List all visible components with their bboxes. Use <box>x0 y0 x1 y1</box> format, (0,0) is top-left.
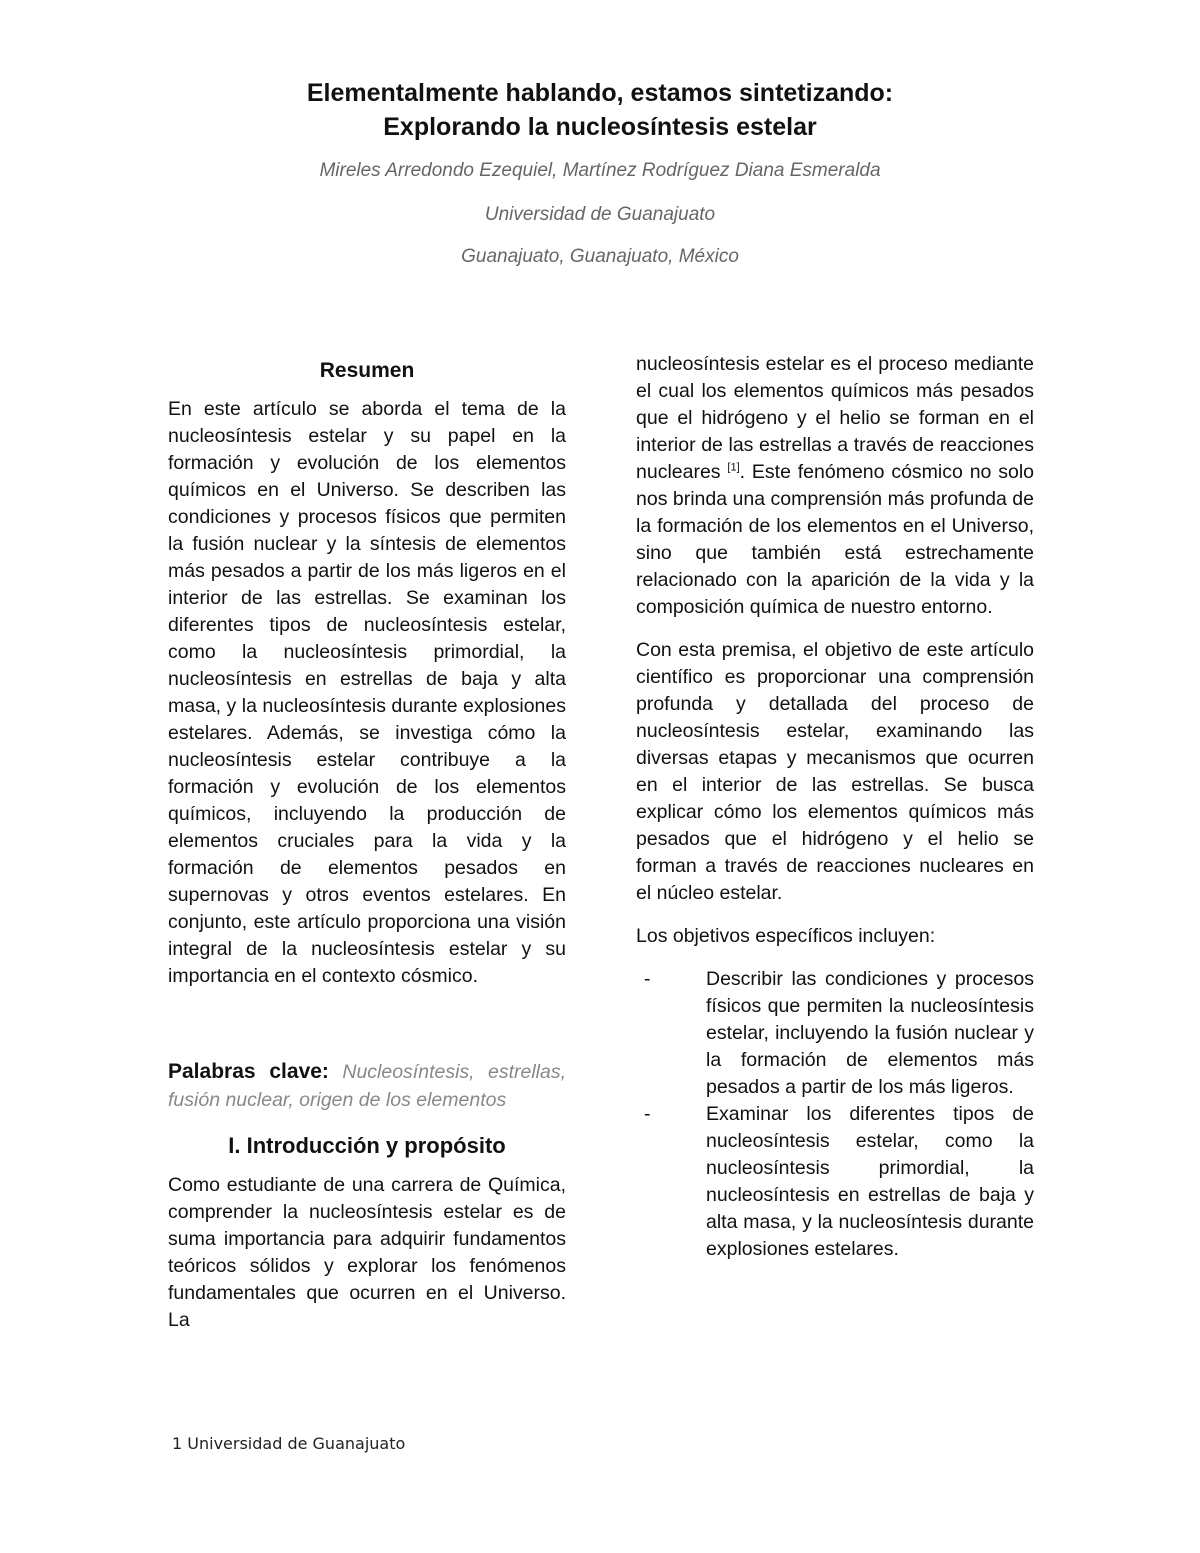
intro-paragraph-left: Como estudiante de una carrera de Química, comprender la nucleosíntesis estelar es de suma importancia para adquirir fundamentos teóricos sólidos y explorar los fenómenos fundamentales que ocurren en el Universo. La <box>168 1174 566 1331</box>
right-column <box>636 351 1034 1263</box>
objectives-intro: Los objetivos específicos incluyen: <box>636 925 936 947</box>
bullet-dash: - <box>644 1103 651 1125</box>
paper-title <box>0 76 1200 144</box>
title-line-1: Elementalmente hablando, estamos sintetizando: <box>306 79 894 107</box>
objective-text: Examinar los diferentes tipos de nucleosíntesis estelar, como la nucleosíntesis primordial, la nucleosíntesis en estrellas de baja y alta masa, y la nucleosíntesis durante explosiones estelares. <box>706 1103 1034 1260</box>
reference-1[interactable]: [1] <box>727 461 740 474</box>
list-item <box>636 1101 1034 1263</box>
objective-paragraph: Con esta premisa, el objetivo de este artículo científico es proporcionar una comprensión profunda y detallada del proceso de nucleosíntesis estelar, examinando las diversas etapas y mecanismos que ocurren en el interior de las estrellas. Se busca explicar cómo los elementos químicos más pesados que el hidrógeno y el helio se forman a través de reacciones nucleares en el núcleo estelar. <box>636 639 1034 904</box>
intro-paragraph-right <box>636 351 1034 621</box>
abstract-text: En este artículo se aborda el tema de la nucleosíntesis estelar y su papel en la formación y evolución de los elementos químicos en el Universo. Se describen las condiciones y procesos físicos que permiten la fusión nuclear y la síntesis de elementos más pesados a partir de los más ligeros en el interior de las estrellas. Se examinan los diferentes tipos de nucleosíntesis estelar, como la nucleosíntesis primordial, la nucleosíntesis en estrellas de baja y alta masa, y la nucleosíntesis durante explosiones estelares. Además, se investiga cómo la nucleosíntesis estelar contribuye a la formación y evolución de los elementos químicos, incluyendo la producción de elementos cruciales para la vida y la formación de elementos pesados en supernovas y otros eventos estelares. En conjunto, este artículo proporciona una visión integral de la nucleosíntesis estelar y su importancia en el contexto cósmico. <box>168 398 566 987</box>
location: Guanajuato, Guanajuato, México <box>461 246 739 267</box>
authors: Mireles Arredondo Ezequiel, Martínez Rodríguez Diana Esmeralda <box>319 160 881 181</box>
institution: Universidad de Guanajuato <box>484 204 716 225</box>
list-item <box>636 966 1034 1101</box>
keywords <box>168 1058 566 1114</box>
left-column <box>168 356 566 1334</box>
intro-text-a: nucleosíntesis estelar es el proceso mediante el cual los elementos químicos más pesados que el hidrógeno y el helio se forman en el interior de las estrellas a través de reacciones nucleares <box>636 353 1034 483</box>
footnote: 1 Universidad de Guanajuato <box>172 1434 406 1453</box>
bullet-dash: - <box>644 968 651 990</box>
keywords-label: Palabras clave: <box>168 1060 329 1083</box>
abstract-heading: Resumen <box>319 359 415 382</box>
objective-text: Describir las condiciones y procesos físicos que permiten la nucleosíntesis estelar, incluyendo la fusión nuclear y la formación de elementos más pesados a partir de los más ligeros. <box>706 968 1034 1098</box>
intro-heading: I. Introducción y propósito <box>228 1133 506 1158</box>
keywords-values: Nucleosíntesis, estrellas, fusión nuclear, origen de los elementos <box>168 1061 567 1111</box>
intro-text-b: . Este fenómeno cósmico no solo nos brinda una comprensión más profunda de la formación de los elementos en el Universo, sino que también está estrechamente relacionado con la aparición de la vida y la composición química de nuestro entorno. <box>636 461 1034 618</box>
objectives-list <box>636 966 1034 1263</box>
title-line-2: Explorando la nucleosíntesis estelar <box>383 113 817 141</box>
